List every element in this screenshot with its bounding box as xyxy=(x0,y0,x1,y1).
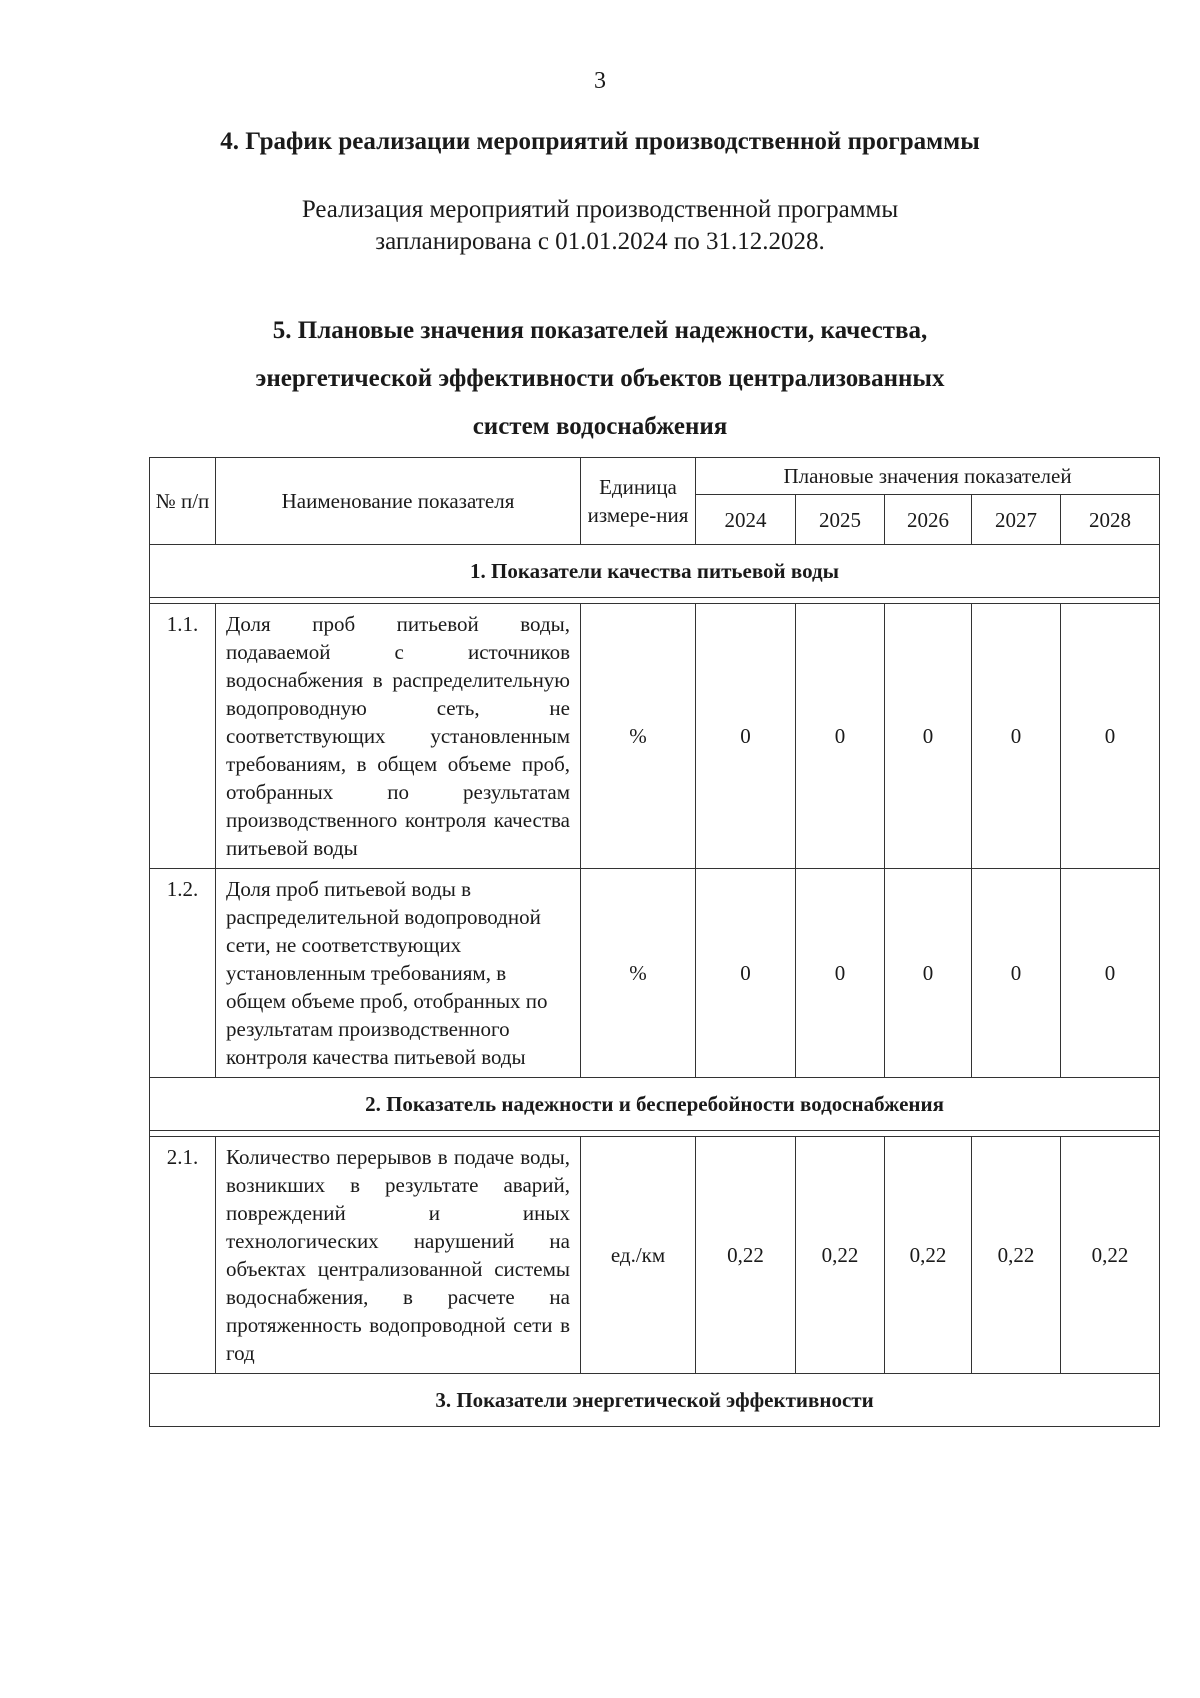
header-year: 2024 xyxy=(696,495,796,545)
table-row xyxy=(150,1137,1160,1374)
section-4-text-line-1: Реализация мероприятий производственной программы xyxy=(301,196,899,223)
row-num: 1.1. xyxy=(150,604,216,869)
table-row xyxy=(150,869,1160,1078)
group-row xyxy=(150,1078,1160,1131)
row-value: 0 xyxy=(796,604,885,869)
row-value: 0 xyxy=(696,604,796,869)
section-5-heading-line-3: систем водоснабжения xyxy=(472,413,728,440)
row-name: Количество перерывов в подаче воды, возникших в результате аварий, повреждений и иных технологических нарушений на объектах централизованной системы водоснабжения, в расчете на протяженность водопроводной сети в год xyxy=(216,1137,581,1374)
page-number: 3 xyxy=(594,68,606,94)
row-unit: % xyxy=(581,604,696,869)
section-5-heading xyxy=(0,307,1200,451)
row-value: 0 xyxy=(796,869,885,1078)
group-title: 3. Показатели энергетической эффективности xyxy=(150,1374,1160,1427)
row-value: 0 xyxy=(972,869,1061,1078)
row-value: 0 xyxy=(972,604,1061,869)
indicators-table xyxy=(149,457,1160,1427)
row-num: 2.1. xyxy=(150,1137,216,1374)
header-year: 2026 xyxy=(885,495,972,545)
header-year: 2025 xyxy=(796,495,885,545)
header-unit: Единица измере-ния xyxy=(581,458,696,545)
section-4-text xyxy=(0,194,1200,258)
table-row xyxy=(150,604,1160,869)
section-5-heading-line-1: 5. Плановые значения показателей надежности, качества, xyxy=(272,317,928,344)
row-name: Доля проб питьевой воды в распределительной водопроводной сети, не соответствующих установленным требованиям, в общем объеме проб, отобранных по результатам производственного контроля качества питьевой воды xyxy=(216,869,581,1078)
row-num: 1.2. xyxy=(150,869,216,1078)
row-value: 0,22 xyxy=(885,1137,972,1374)
row-value: 0,22 xyxy=(972,1137,1061,1374)
group-title: 1. Показатели качества питьевой воды xyxy=(150,545,1160,598)
header-year: 2027 xyxy=(972,495,1061,545)
section-4-heading: 4. График реализации мероприятий производственной программы xyxy=(220,128,980,155)
row-name: Доля проб питьевой воды, подаваемой с источников водоснабжения в распределительную водопроводную сеть, не соответствующих установленным требованиям, в общем объеме проб, отобранных по результатам производственного контроля качества питьевой воды xyxy=(216,604,581,869)
section-5-heading-line-2: энергетической эффективности объектов централизованных xyxy=(255,365,945,392)
row-unit: ед./км xyxy=(581,1137,696,1374)
header-name: Наименование показателя xyxy=(216,458,581,545)
row-value: 0,22 xyxy=(796,1137,885,1374)
row-unit: % xyxy=(581,869,696,1078)
group-row xyxy=(150,545,1160,598)
row-value: 0,22 xyxy=(696,1137,796,1374)
row-value: 0 xyxy=(696,869,796,1078)
header-planned: Плановые значения показателей xyxy=(696,458,1160,495)
header-num: № п/п xyxy=(150,458,216,545)
row-value: 0 xyxy=(1061,869,1160,1078)
header-year: 2028 xyxy=(1061,495,1160,545)
group-title: 2. Показатель надежности и бесперебойности водоснабжения xyxy=(150,1078,1160,1131)
section-4-text-line-2: запланирована с 01.01.2024 по 31.12.2028. xyxy=(375,228,825,255)
row-value: 0 xyxy=(885,604,972,869)
row-value: 0,22 xyxy=(1061,1137,1160,1374)
row-value: 0 xyxy=(885,869,972,1078)
row-value: 0 xyxy=(1061,604,1160,869)
group-row xyxy=(150,1374,1160,1427)
